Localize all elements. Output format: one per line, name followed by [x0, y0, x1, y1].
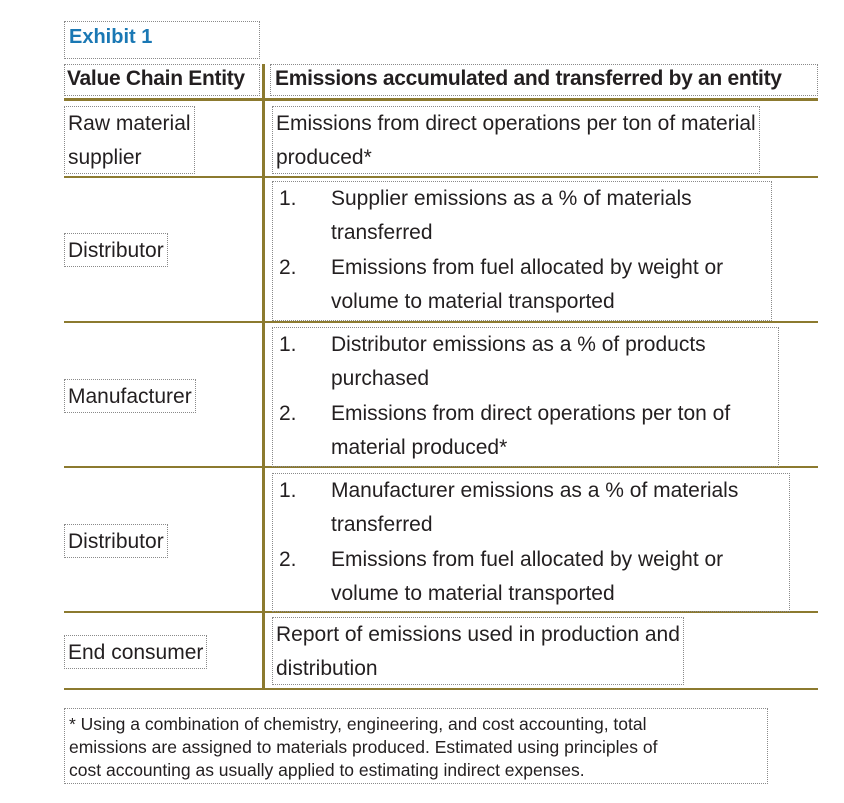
column-divider	[262, 64, 265, 688]
row-3-list	[272, 327, 779, 467]
row-2-item-1-number: 1.	[279, 187, 297, 210]
footnote	[64, 708, 768, 784]
row-4-item-2-line-1: Emissions from fuel allocated by weight or	[331, 548, 724, 571]
row-1-description-line-1: Emissions from direct operations per ton of material	[276, 112, 756, 135]
row-5-description-line-2: distribution	[276, 657, 378, 680]
row-4-entity: Distributor	[64, 524, 168, 558]
row-2-item-2-number: 2.	[279, 256, 297, 279]
row-5-entity: End consumer	[64, 635, 207, 669]
footnote-line-1: * Using a combination of chemistry, engineering, and cost accounting, total	[69, 714, 647, 734]
row-4-item-1-line-1: Manufacturer emissions as a % of materials	[331, 479, 739, 502]
header-value-chain-entity: Value Chain Entity	[64, 64, 260, 96]
row-1-entity	[64, 106, 195, 174]
row-1-description-line-2: produced*	[276, 146, 372, 169]
row-5-description	[272, 617, 684, 685]
row-4-item-2-number: 2.	[279, 548, 297, 571]
row-3-item-2-number: 2.	[279, 402, 297, 425]
row-4-list	[272, 473, 790, 612]
row-3-entity: Manufacturer	[64, 379, 196, 413]
row-2-item-2-line-1: Emissions from fuel allocated by weight or	[331, 256, 724, 279]
table-bottom-rule	[64, 688, 818, 690]
exhibit-title: Exhibit 1	[64, 21, 260, 59]
row-3-item-1-line-1: Distributor emissions as a % of products	[331, 333, 706, 356]
row-3-item-2-line-1: Emissions from direct operations per ton of	[331, 402, 731, 425]
header-emissions: Emissions accumulated and transferred by an entity	[270, 64, 818, 96]
row-4-item-2-line-2: volume to material transported	[331, 582, 615, 605]
row-4-item-1-number: 1.	[279, 479, 297, 502]
row-2-entity: Distributor	[64, 233, 168, 267]
row-divider-2	[64, 321, 818, 323]
footnote-line-2: emissions are assigned to materials produced. Estimated using principles of	[69, 737, 658, 757]
row-2-item-1-line-1: Supplier emissions as a % of materials	[331, 187, 692, 210]
row-4-item-1-line-2: transferred	[331, 513, 433, 536]
row-1-entity-line-2: supplier	[68, 146, 142, 169]
row-1-description	[272, 106, 760, 174]
row-3-item-1-line-2: purchased	[331, 367, 430, 390]
row-3-item-1-number: 1.	[279, 333, 297, 356]
row-1-entity-line-1: Raw material	[68, 112, 191, 135]
row-2-list	[272, 181, 772, 321]
row-divider-1	[64, 176, 818, 178]
row-3-item-2-line-2: material produced*	[331, 436, 508, 459]
header-rule	[64, 98, 818, 101]
row-5-description-line-1: Report of emissions used in production and	[276, 623, 680, 646]
footnote-line-3: cost accounting as usually applied to estimating indirect expenses.	[69, 760, 585, 780]
row-2-item-1-line-2: transferred	[331, 221, 433, 244]
row-2-item-2-line-2: volume to material transported	[331, 290, 615, 313]
